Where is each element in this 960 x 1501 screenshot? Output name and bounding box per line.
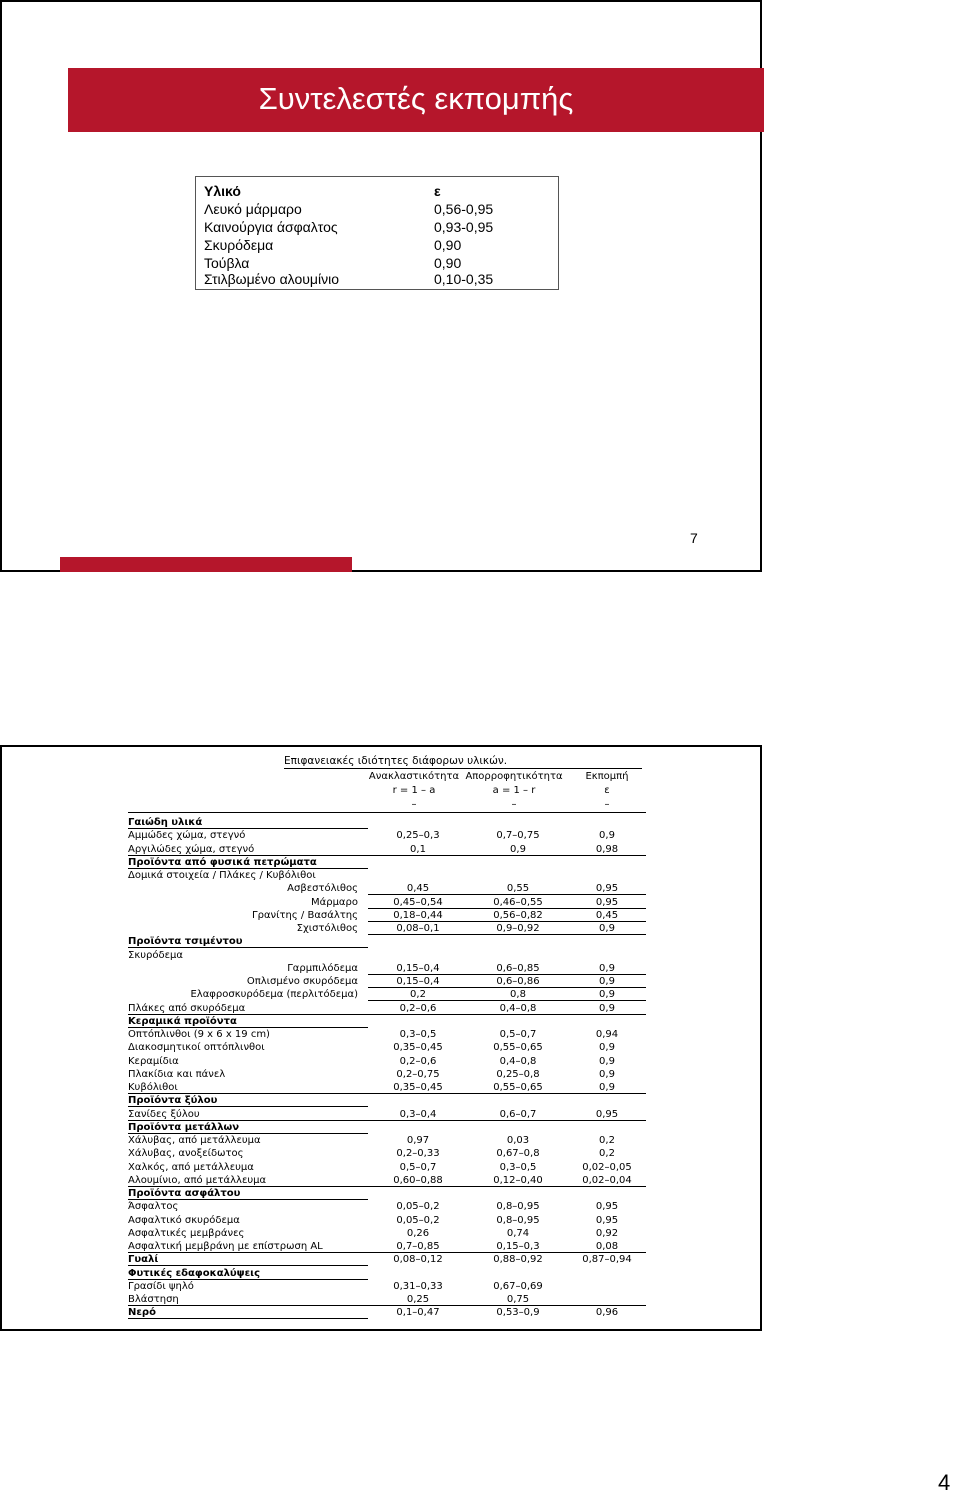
- table-row: [128, 922, 646, 935]
- col-reflectance-formula: r = 1 – a: [392, 785, 436, 796]
- row-label: Κεραμικά προϊόντα: [128, 1015, 237, 1027]
- row-label: Προϊόντα ξύλου: [128, 1095, 218, 1107]
- row-label: Γρανίτης / Βασάλτης: [252, 909, 358, 921]
- reflectance-value: 0,1–0,47: [396, 1307, 440, 1319]
- row-label: Κεραμίδια: [128, 1055, 179, 1067]
- row-label: Πλακίδια και πάνελ: [128, 1068, 226, 1080]
- table-row: [128, 909, 646, 922]
- emittance-value: 0,9: [599, 1002, 615, 1014]
- row-label: Κυβόλιθοι: [128, 1082, 178, 1093]
- table-row: [128, 1174, 646, 1187]
- emittance-value: 0,9: [599, 962, 615, 974]
- table-row: [128, 1240, 646, 1253]
- emittance-value: 0,02–0,04: [582, 1174, 632, 1186]
- table-row: [128, 1293, 646, 1306]
- reflectance-value: 0,15–0,4: [396, 962, 440, 974]
- reflectance-value: 0,45–0,54: [393, 896, 443, 908]
- table-row: [128, 1028, 646, 1041]
- absorptance-value: 0,9–0,92: [496, 923, 540, 934]
- row-label: Αργιλώδες χώμα, στεγνό: [128, 843, 255, 855]
- row-label: Σκυρόδεμα: [128, 949, 183, 961]
- col-reflectance-title: Ανακλαστικότητα: [368, 771, 460, 782]
- row-label: Σχιστόλιθος: [296, 923, 358, 934]
- header-epsilon: ε: [434, 183, 441, 199]
- absorptance-value: 0,8–0,95: [496, 1214, 540, 1226]
- absorptance-value: 0,4–0,8: [499, 1055, 537, 1067]
- reflectance-value: 0,2–0,75: [396, 1068, 440, 1080]
- row-label: Λευκό μάρμαρο: [204, 201, 302, 217]
- row-label: Προϊόντα ασφάλτου: [128, 1188, 241, 1199]
- row-value: 0,90: [434, 237, 462, 253]
- table-row: [128, 1227, 646, 1240]
- emittance-value: 0,08: [595, 1241, 619, 1252]
- table-row: [128, 1147, 646, 1160]
- reflectance-value: 0,05–0,2: [396, 1201, 440, 1213]
- row-label: Σανίδες ξύλου: [128, 1108, 200, 1120]
- emittance-value: 0,9: [599, 989, 615, 1001]
- absorptance-value: 0,12–0,40: [493, 1174, 543, 1186]
- slide-1: [0, 0, 762, 572]
- absorptance-value: 0,6–0,85: [496, 962, 540, 974]
- table-row: [128, 843, 646, 856]
- row-label: Προϊόντα τσιμέντου: [128, 936, 243, 948]
- emittance-value: 0,2: [599, 1135, 615, 1146]
- emittance-value: 0,9: [599, 1082, 615, 1093]
- row-label: Ασφαλτική μεμβράνη με επίστρωση AL: [128, 1241, 323, 1252]
- emittance-value: 0,9: [599, 1068, 615, 1080]
- table-row: [128, 1041, 646, 1054]
- reflectance-value: 0,3–0,4: [399, 1108, 437, 1120]
- row-label: Προϊόντα μετάλλων: [128, 1121, 240, 1133]
- emittance-value: 0,9: [599, 1055, 615, 1067]
- table-row: [128, 1161, 646, 1174]
- table-row: [128, 975, 646, 988]
- table-row: [128, 1214, 646, 1227]
- slide-2: [0, 745, 762, 1331]
- slide-title: Συντελεστές εκπομπής: [258, 81, 574, 116]
- absorptance-value: 0,46–0,55: [493, 896, 543, 908]
- emissivity-summary-table: [195, 176, 559, 290]
- section-row: [128, 856, 646, 869]
- header-material: Υλικό: [204, 183, 241, 199]
- table-row: [204, 219, 550, 237]
- reflectance-value: 0,25: [406, 1294, 430, 1305]
- section-row: [128, 1306, 646, 1319]
- row-label: Χάλυβας, από μετάλλευμα: [128, 1135, 261, 1146]
- reflectance-value: 0,97: [406, 1135, 430, 1146]
- absorptance-value: 0,6–0,86: [496, 976, 540, 987]
- slide-number: 7: [690, 530, 698, 546]
- emittance-value: 0,9: [599, 1042, 615, 1054]
- col-absorptance-title: Απορροφητικότητα: [465, 771, 563, 782]
- col-absorptance-formula: a = 1 – r: [492, 785, 536, 796]
- table-row: [128, 882, 646, 895]
- title-bar: [68, 68, 764, 132]
- absorptance-value: 0,5–0,7: [499, 1029, 537, 1040]
- section-row: [128, 1187, 646, 1200]
- absorptance-value: 0,8–0,95: [496, 1201, 540, 1213]
- emittance-value: 0,92: [595, 1227, 619, 1239]
- reflectance-value: 0,60–0,88: [393, 1174, 443, 1186]
- reflectance-value: 0,45: [406, 883, 430, 895]
- absorptance-value: 0,55–0,65: [493, 1042, 543, 1054]
- absorptance-value: 0,75: [506, 1294, 530, 1305]
- row-label: Δομικά στοιχεία / Πλάκες / Κυβόλιθοι: [128, 870, 316, 881]
- reflectance-value: 0,3–0,5: [399, 1029, 437, 1040]
- row-label: Γαρμπιλόδεμα: [287, 962, 358, 974]
- table-row: [204, 271, 550, 289]
- reflectance-value: 0,7–0,85: [396, 1241, 440, 1252]
- table-row: [204, 201, 550, 219]
- absorptance-value: 0,88–0,92: [493, 1254, 543, 1266]
- table-row: [128, 988, 646, 1001]
- row-value: 0,10-0,35: [434, 271, 494, 287]
- absorptance-value: 0,8: [510, 989, 526, 1001]
- emittance-value: 0,95: [595, 1108, 619, 1120]
- table-row: [128, 1055, 646, 1068]
- row-label: Στιλβωμένο αλουμίνιο: [204, 271, 339, 287]
- table-row: [128, 949, 646, 962]
- reflectance-value: 0,2–0,6: [399, 1055, 437, 1067]
- table-caption: Επιφανειακές ιδιότητες διάφορων υλικών.: [284, 755, 508, 767]
- col-reflectance-unit: –: [411, 799, 417, 810]
- emittance-value: 0,45: [595, 909, 619, 921]
- row-label: Αμμώδες χώμα, στεγνό: [128, 830, 246, 842]
- section-row: [128, 1121, 646, 1134]
- row-label: Φυτικές εδαφοκαλύψεις: [128, 1267, 260, 1279]
- emittance-value: 0,87–0,94: [582, 1254, 632, 1266]
- row-label: Νερό: [128, 1307, 156, 1319]
- emittance-value: 0,95: [595, 883, 619, 895]
- reflectance-value: 0,2: [410, 989, 426, 1001]
- rule-header: [128, 812, 646, 813]
- row-label: Χάλυβας, ανοξείδωτος: [128, 1148, 244, 1160]
- absorptance-value: 0,67–0,69: [493, 1280, 543, 1292]
- reflectance-value: 0,18–0,44: [393, 909, 443, 921]
- row-label: Ασφαλτικές μεμβράνες: [128, 1227, 245, 1239]
- row-rule: [128, 1318, 368, 1319]
- page-number: 4: [938, 1470, 951, 1495]
- row-label: Άσφαλτος: [128, 1201, 179, 1213]
- row-label: Οπτόπλινθοι (9 x 6 x 19 cm): [128, 1029, 270, 1040]
- reflectance-value: 0,15–0,4: [396, 976, 440, 987]
- table-row: [128, 1200, 646, 1213]
- row-label: Ασβεστόλιθος: [287, 883, 358, 895]
- row-label: Ασφαλτικό σκυρόδεμα: [128, 1214, 240, 1226]
- row-label: Βλάστηση: [128, 1294, 179, 1305]
- row-label: Αλουμίνιο, από μετάλλευμα: [128, 1174, 267, 1186]
- absorptance-value: 0,56–0,82: [493, 909, 543, 921]
- absorptance-value: 0,6–0,7: [499, 1108, 537, 1120]
- col-absorptance-unit: –: [511, 799, 517, 810]
- emittance-value: 0,96: [595, 1307, 619, 1319]
- emittance-value: 0,9: [599, 976, 615, 987]
- row-label: Διακοσμητικοί οπτόπλινθοι: [128, 1042, 265, 1054]
- emittance-value: 0,9: [599, 923, 615, 934]
- section-row: [128, 1253, 646, 1266]
- bottom-accent-bar: [60, 557, 352, 572]
- section-row: [128, 935, 646, 948]
- row-label: Πλάκες από σκυρόδεμα: [128, 1002, 246, 1014]
- reflectance-value: 0,2–0,33: [396, 1148, 440, 1160]
- row-label: Σκυρόδεμα: [204, 237, 274, 253]
- absorptance-value: 0,4–0,8: [499, 1002, 537, 1014]
- reflectance-value: 0,05–0,2: [396, 1214, 440, 1226]
- row-value: 0,90: [434, 255, 462, 271]
- reflectance-value: 0,5–0,7: [399, 1161, 437, 1173]
- table-row: [128, 1068, 646, 1081]
- absorptance-value: 0,67–0,8: [496, 1148, 540, 1160]
- table-row: [128, 896, 646, 909]
- col-emittance-formula: ε: [604, 785, 610, 796]
- absorptance-value: 0,15–0,3: [496, 1241, 540, 1252]
- emittance-value: 0,95: [595, 1201, 619, 1213]
- reflectance-value: 0,2–0,6: [399, 1002, 437, 1014]
- row-label: Τούβλα: [204, 255, 250, 271]
- emittance-value: 0,9: [599, 830, 615, 842]
- emittance-value: 0,94: [595, 1029, 619, 1040]
- reflectance-value: 0,08–0,12: [393, 1254, 443, 1266]
- col-emittance-title: Εκπομπή: [585, 771, 629, 782]
- row-label: Καινούργια άσφαλτος: [204, 219, 338, 235]
- row-label: Γρασίδι ψηλό: [128, 1280, 194, 1292]
- section-row: [128, 816, 646, 829]
- reflectance-value: 0,08–0,1: [396, 923, 440, 934]
- section-row: [128, 1015, 646, 1028]
- row-label: Γαιώδη υλικά: [128, 817, 203, 828]
- section-row: [128, 1094, 646, 1107]
- emittance-value: 0,95: [595, 896, 619, 908]
- row-label: Μάρμαρο: [311, 896, 358, 908]
- table-row: [128, 1280, 646, 1293]
- row-value: 0,93-0,95: [434, 219, 494, 235]
- table-row: [128, 1108, 646, 1121]
- emittance-value: 0,2: [599, 1148, 615, 1160]
- table-row: [128, 1002, 646, 1015]
- absorptance-value: 0,03: [506, 1135, 530, 1146]
- table-header-row: [204, 183, 550, 201]
- absorptance-value: 0,55: [506, 883, 530, 895]
- reflectance-value: 0,1: [410, 843, 426, 855]
- table-row: [128, 1081, 646, 1094]
- reflectance-value: 0,35–0,45: [393, 1042, 443, 1054]
- emittance-value: 0,95: [595, 1214, 619, 1226]
- absorptance-value: 0,25–0,8: [496, 1068, 540, 1080]
- table-row: [204, 237, 550, 255]
- rule-top: [284, 768, 642, 769]
- row-label: Προϊόντα από φυσικά πετρώματα: [128, 856, 317, 868]
- col-emittance-unit: –: [604, 799, 610, 810]
- table-row: [128, 829, 646, 842]
- row-label: Χαλκός, από μετάλλευμα: [128, 1161, 254, 1173]
- absorptance-value: 0,55–0,65: [493, 1082, 543, 1093]
- table-row: [128, 962, 646, 975]
- row-label: Ελαφροσκυρόδεμα (περλιτόδεμα): [190, 989, 358, 1001]
- table-row: [128, 1134, 646, 1147]
- reflectance-value: 0,35–0,45: [393, 1082, 443, 1093]
- table-row: [128, 869, 646, 882]
- absorptance-value: 0,3–0,5: [499, 1161, 537, 1173]
- row-label: Γυαλί: [128, 1254, 159, 1266]
- reflectance-value: 0,25–0,3: [396, 830, 440, 842]
- row-value: 0,56-0,95: [434, 201, 494, 217]
- section-row: [128, 1267, 646, 1280]
- reflectance-value: 0,26: [406, 1227, 430, 1239]
- absorptance-value: 0,9: [510, 843, 526, 855]
- absorptance-value: 0,74: [506, 1227, 530, 1239]
- emittance-value: 0,98: [595, 843, 619, 855]
- absorptance-value: 0,7–0,75: [496, 830, 540, 842]
- emittance-value: 0,02–0,05: [582, 1161, 632, 1173]
- row-label: Οπλισμένο σκυρόδεμα: [246, 976, 358, 987]
- reflectance-value: 0,31–0,33: [393, 1280, 443, 1292]
- absorptance-value: 0,53–0,9: [496, 1307, 540, 1319]
